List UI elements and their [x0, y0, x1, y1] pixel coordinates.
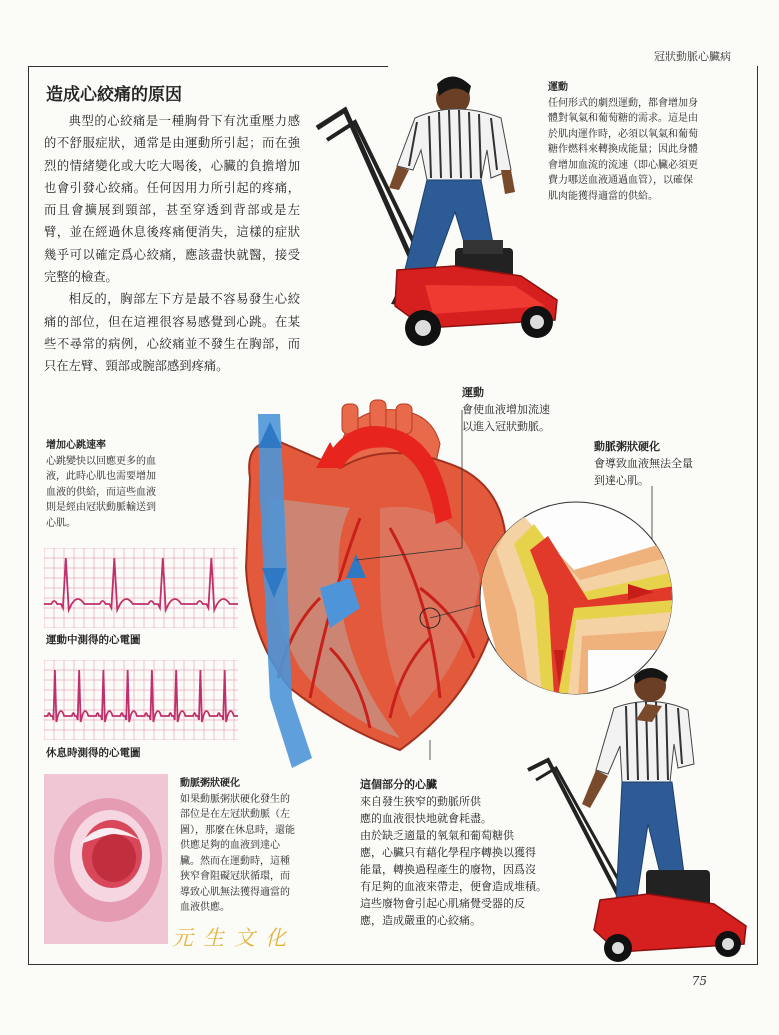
- caption-line: 血液的供給，而這些血液: [46, 486, 156, 498]
- caption-line: 液，此時心肌也需要增加: [46, 471, 156, 482]
- caption-line: 有足夠的血液來帶走，便會造成堆積。: [360, 880, 547, 893]
- chapter-header: 冠狀動脈心臟病: [654, 50, 731, 63]
- caption-line: 糖作燃料來轉換成能量；因此身體: [548, 144, 698, 155]
- caption-line: 能量，轉換過程產生的廢物，因爲沒: [360, 863, 536, 876]
- caption-line: 應，心臟只有藉化學程序轉換以獲得: [360, 846, 536, 859]
- caption-line: 會使血液增加流速: [462, 403, 550, 416]
- body-paragraph-2: 相反的，胸部左下方是最不容易發生心絞痛的部位，但在這裡很容易感覺到心跳。在某些不尋常的病例，心絞痛並不發生在胸部，而只在左臂、頸部或腕部感到疼痛。: [44, 292, 300, 374]
- caption-line: 臟。然而在運動時，這種: [180, 855, 290, 867]
- caption-heading: 運動: [462, 386, 484, 399]
- watermark: 元生文化: [172, 926, 296, 950]
- caption-line: 費力哪送血液通過血管），以確保: [548, 175, 693, 186]
- artery-micrograph: [44, 774, 168, 944]
- caption-line: 心肌。: [46, 517, 76, 529]
- caption-line: 以進入冠狀動脈。: [462, 420, 550, 433]
- ecg-exercise-label: 運動中測得的心電圖: [46, 634, 141, 646]
- caption-line: 會增加血流的流速（即心臟必須更: [548, 159, 698, 171]
- caption-line: 應，造成嚴重的心絞痛。: [360, 914, 481, 927]
- caption-line: 心跳變快以回應更多的血: [46, 455, 156, 467]
- caption-heading: 動脈粥狀硬化: [594, 440, 660, 453]
- caption-line: 到達心肌。: [594, 474, 649, 487]
- caption-line: 由於缺乏適量的氧氣和葡萄糖供: [360, 829, 514, 842]
- caption-heading: 動脈粥狀硬化: [180, 778, 240, 789]
- caption-line: 如果動脈粥狀硬化發生的: [180, 793, 290, 805]
- caption-atherosclerosis-bottom: [180, 776, 306, 916]
- caption-line: 應的血液很快地就會耗盡。: [360, 812, 492, 825]
- man-mowing-illustration-bottom: [518, 664, 754, 964]
- caption-line: 部位是在左冠狀動脈（左: [180, 809, 290, 820]
- page-number: 75: [691, 974, 707, 988]
- caption-line: 於肌肉運作時，必須以氧氣和葡萄: [548, 128, 698, 140]
- caption-line: 體對氧氣和葡萄糖的需求。這是由: [548, 113, 698, 124]
- caption-line: 任何形式的劇烈運動，都會增加身: [548, 97, 698, 109]
- caption-line: 血液供應。: [180, 902, 230, 913]
- caption-line: 肌肉能獲得適當的供給。: [548, 190, 658, 202]
- caption-line: 則是經由冠狀動脈輸送到: [46, 502, 156, 513]
- caption-line: 圖），那麼在休息時，還能: [180, 824, 295, 836]
- caption-line: 會導致血液無法全量: [594, 457, 693, 470]
- caption-heading: 運動: [548, 82, 568, 93]
- caption-heading: 增加心跳速率: [46, 440, 106, 451]
- caption-line: 來自發生狹窄的動脈所供: [360, 795, 481, 808]
- ecg-rest-label: 休息時測得的心電圖: [46, 747, 141, 759]
- caption-line: 供應足夠的血液到達心: [180, 840, 280, 851]
- caption-heading: 這個部分的心臟: [360, 778, 437, 791]
- section-title: 造成心絞痛的原因: [46, 85, 182, 105]
- caption-line: 這些廢物會引起心肌痛覺受器的反: [360, 897, 525, 910]
- caption-line: 導致心肌無法獲得適當的: [180, 886, 290, 898]
- caption-line: 狹窄會阻礙冠狀循環，而: [180, 871, 290, 882]
- body-paragraph-1: 典型的心絞痛是一種胸骨下有沈重壓力感的不舒服症狀，通常是由運動所引起；而在強烈的情緒變化或大吃大喝後，心臟的負擔增加也會引發心絞痛。任何因用力所引起的疼痛，而且會擴展到頸部，甚至穿透到背部或是左臂，並在經過休息後疼痛便消失，這樣的症狀幾乎可以確定爲心絞痛，應該盡快就醫，接受完整的檢查。: [44, 114, 300, 285]
